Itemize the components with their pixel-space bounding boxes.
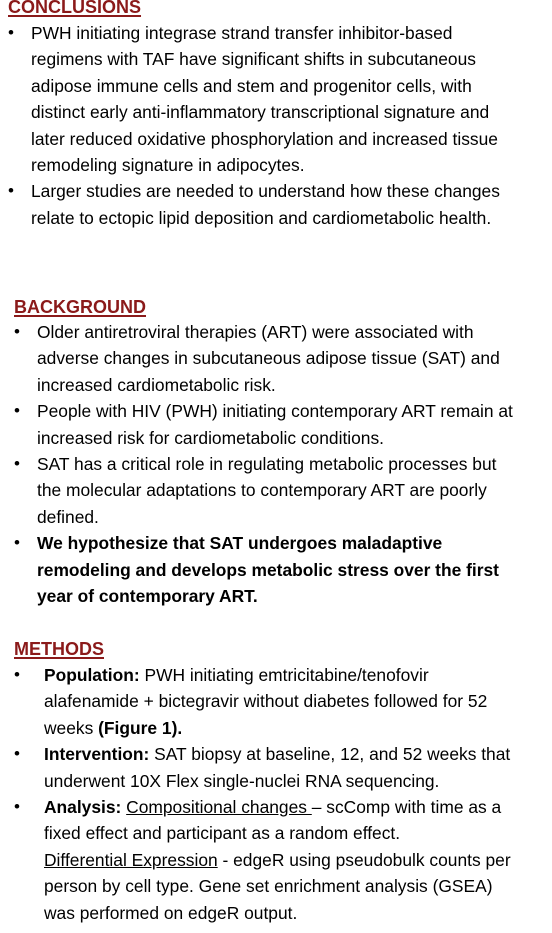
list-item [0,20,520,178]
intervention-label: Intervention: [44,744,150,765]
list-item [0,398,520,451]
methods-list [0,662,524,926]
list-item [0,178,520,231]
population-end: ). [171,717,183,738]
bullet-icon: • [8,23,14,42]
list-item [0,662,524,741]
methods-heading: METHODS [14,639,104,659]
differential-expression-text: - edgeR using pseudobulk counts per person by cell type. Gene set enrichment analysis (GSEA) was performed on edgeR output. [44,849,511,923]
background-list [0,319,520,609]
conclusions-heading: CONCLUSIONS [8,0,142,17]
bullet-icon: • [14,401,20,421]
background-text: SAT has a critical role in regulating metabolic processes but the molecular adaptations to contemporary ART are poorly defined. [37,454,497,527]
analysis-label: Analysis: [44,797,122,818]
figure-reference: (Figure 1 [98,717,172,738]
background-heading: BACKGROUND [14,297,146,317]
differential-expression-label: Differential Expression [44,849,218,870]
population-label: Population: [44,665,140,685]
background-text: Older antiretroviral therapies (ART) were associated with adverse changes in subcutaneous adipose tissue (SAT) and increased cardiometabolic risk. [37,322,500,395]
bullet-icon: • [14,454,20,474]
list-item [0,530,520,609]
conclusions-list [0,20,520,231]
bullet-icon: • [8,181,14,201]
list-item [0,451,520,530]
conclusion-text: Larger studies are needed to understand how these changes relate to ectopic lipid deposition and cardiometabolic health. [31,181,500,228]
bullet-icon: • [14,665,20,684]
compositional-changes-text: – scComp with time as a fixed effect and participant as a random effect. [44,797,502,844]
bullet-icon: • [14,744,20,764]
bullet-icon: • [14,322,20,341]
compositional-changes-label: Compositional changes [126,797,312,818]
bullet-icon: • [14,797,20,817]
intervention-text: SAT biopsy at baseline, 12, and 52 weeks that underwent 10X Flex single-nuclei RNA sequencing. [44,744,511,791]
bullet-icon: • [14,533,20,553]
population-text: PWH initiating emtricitabine/tenofovir alafenamide + bictegravir without diabetes followed for 52 weeks [44,665,488,738]
list-item [0,319,520,398]
conclusion-text: PWH initiating integrase strand transfer inhibitor-based regimens with TAF have significant shifts in subcutaneous adipose immune cells and stem and progenitor cells, with distinct early anti-inflammatory transcriptional signature and later reduced oxidative phosphorylation and increased tissue remodeling signature in adipocytes. [31,23,498,176]
hypothesis-text: We hypothesize that SAT undergoes maladaptive remodeling and develops metabolic stress over the first year of contemporary ART. [37,533,499,607]
background-text: People with HIV (PWH) initiating contemporary ART remain at increased risk for cardiometabolic conditions. [37,401,513,448]
list-item [0,794,524,926]
list-item [0,741,524,794]
